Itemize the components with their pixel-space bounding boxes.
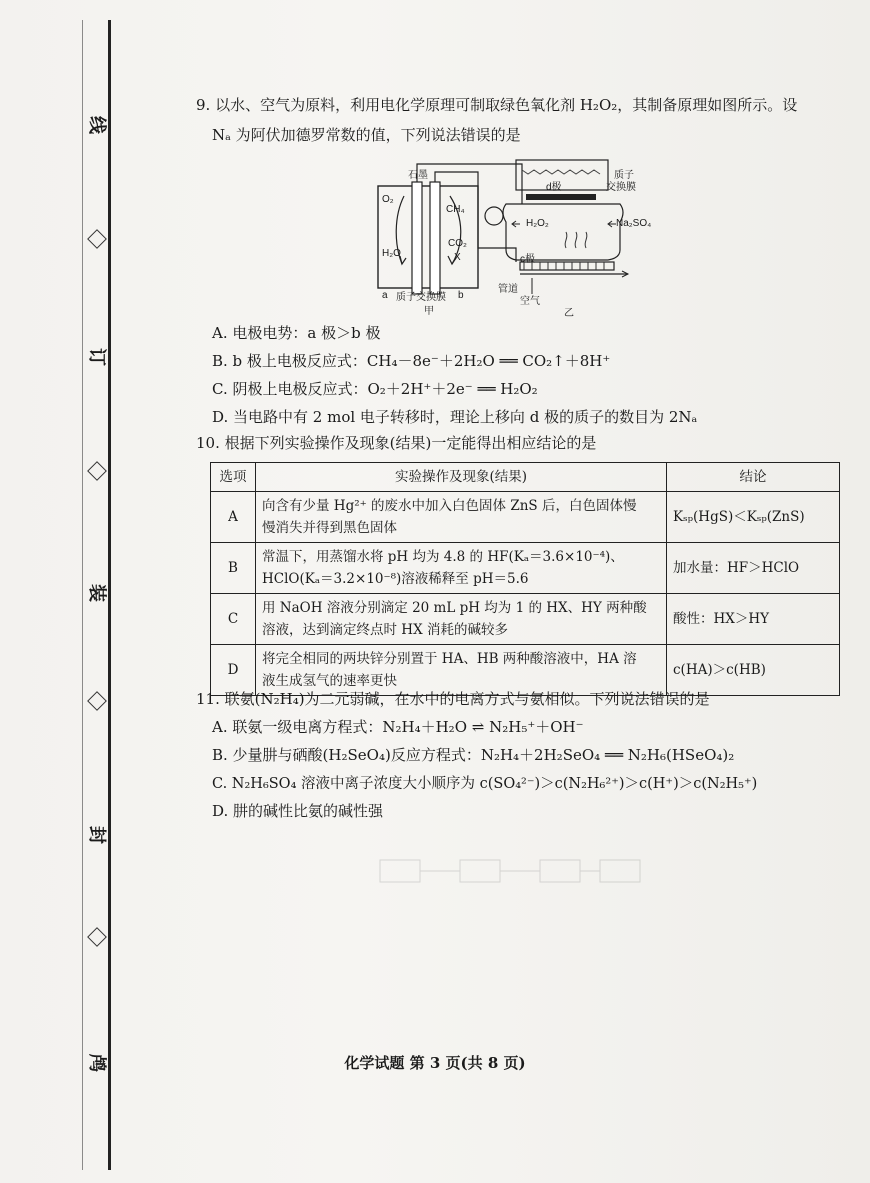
- table-cell-option: D: [211, 645, 256, 696]
- margin-word-xian: 线: [86, 116, 107, 134]
- margin-word-zhuang: 装: [86, 584, 107, 602]
- diagram-label-d-electrode: d极: [546, 182, 562, 193]
- table-cell-operation: [256, 543, 667, 594]
- operation-line: 常温下，用蒸馏水将 pH 均为 4.8 的 HF(Kₐ＝3.6×10⁻⁴)、: [262, 549, 624, 565]
- diagram-label-o2: O₂: [382, 194, 394, 205]
- q9-option-c: C. 阴极上电极反应式：O₂＋2H⁺＋2e⁻ ══ H₂O₂: [212, 380, 538, 398]
- margin-word-bottom: 鸬: [86, 1054, 107, 1072]
- electrolysis-diagram: [370, 152, 660, 322]
- operation-line: 用 NaOH 溶液分别滴定 20 mL pH 均为 1 的 HX、HY 两种酸: [262, 600, 647, 616]
- q11-option-a: A. 联氨一级电离方程式：N₂H₄＋H₂O ⇌ N₂H₅⁺＋OH⁻: [212, 718, 584, 736]
- q9-stem-line1: 9. 以水、空气为原料，利用电化学原理可制取绿色氧化剂 H₂O₂，其制备原理如图所示。设: [196, 96, 798, 114]
- diagram-label-membrane-top: 交换膜: [606, 182, 636, 193]
- diagram-label-air: 空气: [520, 296, 540, 307]
- table-row: [211, 594, 840, 645]
- diagram-label-pipe: 管道: [498, 284, 518, 295]
- operation-line: 溶液，达到滴定终点时 HX 消耗的碱较多: [262, 622, 508, 638]
- diagram-label-proton-top: 质子: [614, 170, 634, 181]
- table-row: [211, 492, 840, 543]
- q9-option-d: D. 当电路中有 2 mol 电子转移时，理论上移向 d 极的质子的数目为 2Nₐ: [212, 408, 698, 426]
- table-cell-option: C: [211, 594, 256, 645]
- table-cell-operation: [256, 594, 667, 645]
- table-row: [211, 543, 840, 594]
- diagram-label-c-electrode: c极: [520, 254, 535, 265]
- margin-diamond: [87, 229, 107, 249]
- table-cell-conclusion: 加水量：HF＞HClO: [667, 543, 840, 594]
- table-header-conclusion: 结论: [667, 463, 840, 492]
- diagram-label-co2: CO₂: [448, 238, 467, 249]
- table-cell-conclusion: Kₛₚ(HgS)＜Kₛₚ(ZnS): [667, 492, 840, 543]
- operation-line: 慢消失并得到黑色固体: [262, 520, 397, 536]
- operation-line: 向含有少量 Hg²⁺ 的废水中加入白色固体 ZnS 后，白色固体慢: [262, 498, 637, 514]
- diagram-label-h2o: H₂O: [382, 248, 401, 259]
- q11-option-b: B. 少量肼与硒酸(H₂SeO₄)反应方程式：N₂H₄＋2H₂SeO₄ ══ N₂H₆(HSeO₄)₂: [212, 746, 735, 764]
- operation-line: HClO(Kₐ＝3.2×10⁻⁸)溶液稀释至 pH＝5.6: [262, 571, 529, 587]
- margin-diamond: [87, 927, 107, 947]
- table-header-option: 选项: [211, 463, 256, 492]
- table-cell-conclusion: 酸性：HX＞HY: [667, 594, 840, 645]
- diagram-label-graphite: 石墨: [408, 170, 428, 181]
- diagram-label-membrane-bottom: 质子交换膜: [396, 292, 446, 303]
- diagram-label-a: a: [382, 290, 388, 301]
- bleed-through-diagram: [360, 830, 660, 920]
- page-footer: 化学试题 第 3 页(共 8 页): [344, 1054, 526, 1072]
- diagram-label-na2so4: Na₂SO₄: [616, 218, 652, 229]
- operation-line: 将完全相同的两块锌分别置于 HA、HB 两种酸溶液中，HA 溶: [262, 651, 637, 667]
- table-cell-option: A: [211, 492, 256, 543]
- margin-diamond: [87, 691, 107, 711]
- q9-stem-line2: Nₐ 为阿伏加德罗常数的值，下列说法错误的是: [212, 126, 521, 144]
- table-cell-operation: [256, 492, 667, 543]
- diagram-label-h2o2: H₂O₂: [526, 218, 549, 229]
- diagram-label-jia: 甲: [424, 306, 434, 317]
- table-cell-option: B: [211, 543, 256, 594]
- margin-rule-inner: [82, 20, 83, 1170]
- margin-word-ding: 订: [86, 348, 107, 366]
- diagram-label-yi: 乙: [564, 308, 574, 319]
- table-header-operation: 实验操作及现象(结果): [256, 463, 667, 492]
- q11-stem: 11. 联氨(N₂H₄)为二元弱碱，在水中的电离方式与氨相似。下列说法错误的是: [196, 690, 710, 708]
- q11-option-d: D. 肼的碱性比氨的碱性强: [212, 802, 384, 820]
- q10-stem: 10. 根据下列实验操作及现象(结果)一定能得出相应结论的是: [196, 434, 597, 452]
- q11-option-c: C. N₂H₆SO₄ 溶液中离子浓度大小顺序为 c(SO₄²⁻)＞c(N₂H₆²⁺)＞c(H⁺)＞c(N₂H₅⁺): [212, 776, 758, 792]
- q9-option-a: A. 电极电势：a 极＞b 极: [212, 324, 381, 342]
- operation-line: 液生成氢气的速率更快: [262, 673, 397, 689]
- table-cell-conclusion: c(HA)＞c(HB): [667, 645, 840, 696]
- q10-table: [210, 462, 840, 696]
- margin-word-feng: 封: [86, 826, 107, 844]
- q9-option-b: B. b 极上电极反应式：CH₄－8e⁻＋2H₂O ══ CO₂↑＋8H⁺: [212, 352, 611, 370]
- diagram-label-ch4: CH₄: [446, 204, 465, 215]
- margin-diamond: [87, 461, 107, 481]
- diagram-label-x: X: [454, 252, 461, 263]
- diagram-label-b: b: [458, 290, 464, 301]
